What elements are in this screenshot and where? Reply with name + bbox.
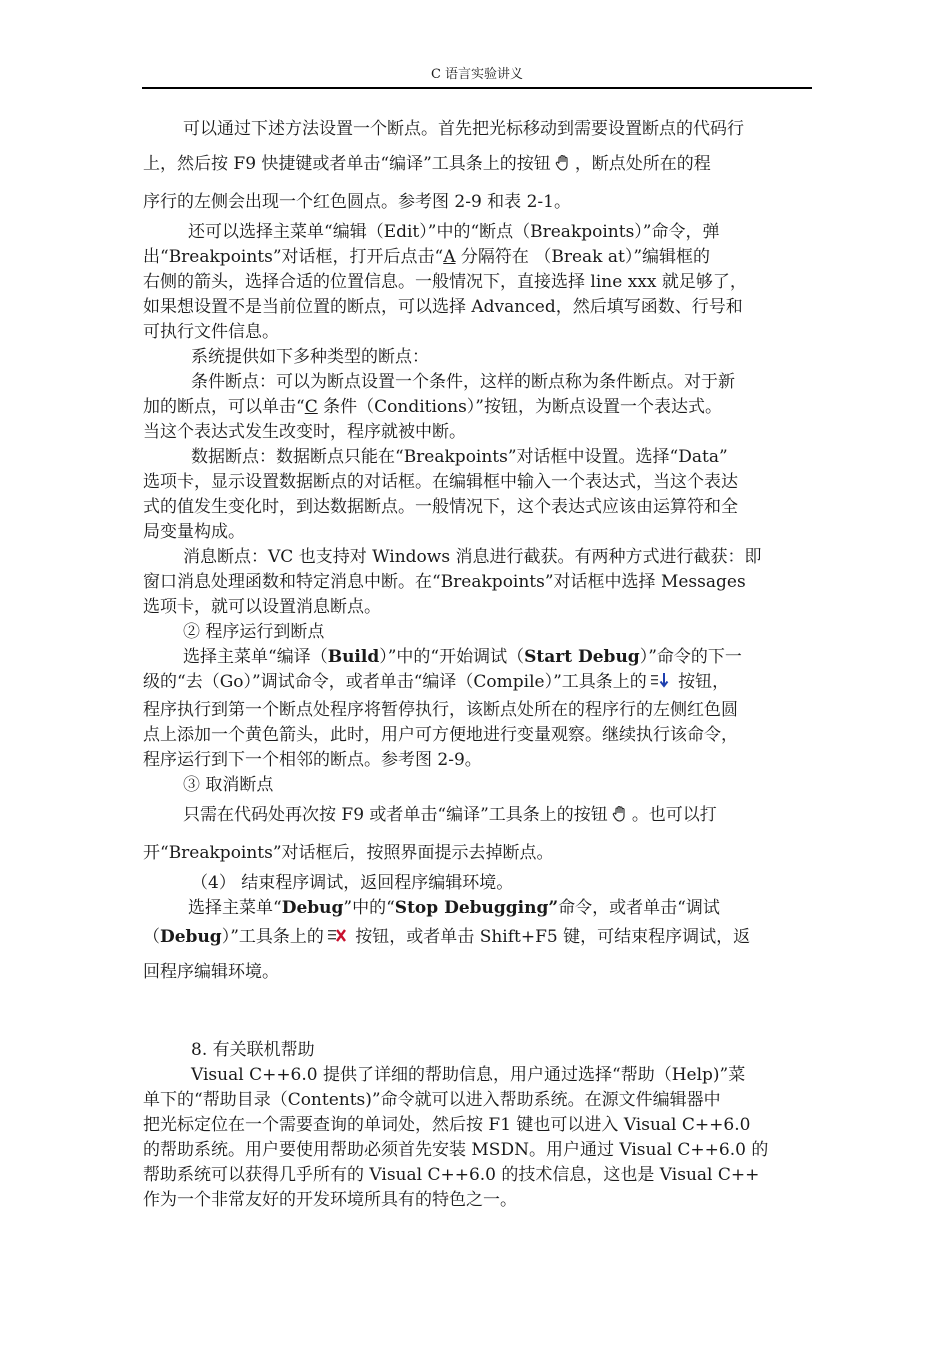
paragraph-edit-breakpoints: [143, 220, 813, 345]
page-header: C 语言实验讲义: [430, 67, 524, 82]
text-span: 加的断点，可以单击“: [143, 397, 305, 417]
paragraph-online-help: [143, 1063, 813, 1213]
text-line: 系统提供如下多种类型的断点：: [191, 347, 429, 367]
text-span: （: [143, 927, 160, 947]
text-line: 当这个表达式发生改变时，程序就被中断。: [143, 422, 466, 442]
text-line: 数据断点：数据断点只能在“Breakpoints”对话框中设置。选择“Data”: [191, 447, 728, 467]
text-line: 消息断点：VC 也支持对 Windows 消息进行截获。有两种方式进行截获：即: [183, 547, 762, 567]
text-line: [143, 896, 813, 921]
text-span: 选择主菜单“编译（: [183, 647, 328, 667]
text-line: （4） 结束程序调试，返回程序编辑环境。: [191, 873, 514, 893]
text-span: ）”命令的下一: [639, 647, 742, 667]
text-line: 选项卡，显示设置数据断点的对话框。在编辑框中输入一个表达式，当这个表达: [143, 472, 738, 492]
bold-term: Debug: [160, 927, 222, 947]
bold-term: Debug: [281, 898, 344, 918]
document-body: [143, 112, 813, 1213]
text-span: 分隔符在 （Break at）”编辑框的: [455, 247, 711, 267]
text-line: 8. 有关联机帮助: [191, 1040, 315, 1060]
underlined-accelerator: C: [304, 397, 318, 417]
text-line: 可执行文件信息。: [143, 322, 279, 342]
bold-term: Start Debug: [524, 647, 640, 667]
text-line: 帮助系统可以获得几乎所有的 Visual C++6.0 的技术信息，这也是 Visual C++: [143, 1165, 760, 1185]
text-line: 窗口消息处理函数和特定消息中断。在“Breakpoints”对话框中选择 Messages: [143, 572, 746, 592]
text-span: 出“Breakpoints”对话框，打开后点击“: [143, 247, 444, 267]
hand-breakpoint-icon: [554, 150, 572, 185]
text-line: Visual C++6.0 提供了详细的帮助信息，用户通过选择“帮助（Help)”菜: [191, 1065, 746, 1085]
text-span: 选择主菜单“: [188, 898, 282, 918]
text-line: [143, 670, 813, 698]
header-rule: [142, 87, 812, 89]
go-arrow-icon: [650, 672, 670, 698]
text-span: ）”中的“开始调试（: [379, 647, 525, 667]
text-line: ③ 取消断点: [183, 775, 274, 795]
text-line: [143, 147, 813, 185]
text-line: 还可以选择主菜单“编辑（Edit）”中的“断点（Breakpoints）”命令，弹: [188, 222, 720, 242]
text-span: 按钮，: [672, 672, 730, 692]
bold-term: Stop Debugging”: [394, 898, 559, 918]
text-line: 式的值发生变化时，到达数据断点。一般情况下，这个表达式应该由运算符和全: [143, 497, 738, 517]
text-line: 把光标定位在一个需要查询的单词处，然后按 F1 键也可以进入 Visual C++6.0: [143, 1115, 751, 1135]
text-line: 作为一个非常友好的开发环境所具有的特色之一。: [143, 1190, 517, 1210]
text-span: 级的“去（Go）”调试命令，或者单击“编译（Compile）”工具条上的: [143, 672, 647, 692]
paragraph-conditional-breakpoint: [143, 370, 813, 445]
text-line: 选项卡，就可以设置消息断点。: [143, 597, 381, 617]
text-span: ”中的“: [343, 898, 395, 918]
text-line: [143, 921, 813, 956]
subheading-end-debugging: [143, 871, 813, 896]
text-line: 回程序编辑环境。: [143, 962, 279, 982]
text-line: 序行的左侧会出现一个红色圆点。参考图 2-9 和表 2-1。: [143, 192, 571, 212]
text-span: 命令，或者单击“调试: [558, 898, 720, 918]
text-line: [143, 798, 813, 836]
text-line: ② 程序运行到断点: [183, 622, 325, 642]
paragraph-data-breakpoint: [143, 445, 813, 545]
text-line: 条件断点：可以为断点设置一个条件，这样的断点称为条件断点。对于新: [191, 372, 735, 392]
text-line: 单下的“帮助目录（Contents)”命令就可以进入帮助系统。在源文件编辑器中: [143, 1090, 721, 1110]
text-span: 。也可以打: [631, 805, 717, 825]
section-heading-online-help: [143, 1038, 813, 1063]
stop-debugging-icon: [327, 924, 347, 956]
text-span: 只需在代码处再次按 F9 或者单击“编译”工具条上的按钮: [183, 805, 608, 825]
text-line: 开“Breakpoints”对话框后，按照界面提示去掉断点。: [143, 843, 554, 863]
paragraph-breakpoint-types: [143, 345, 813, 370]
text-line: [143, 645, 813, 670]
text-line: [143, 395, 813, 420]
text-span: ，断点处所在的程: [574, 154, 711, 174]
text-line: 右侧的箭头，选择合适的位置信息。一般情况下，直接选择 line xxx 就足够了，: [143, 272, 747, 292]
paragraph-message-breakpoint: [143, 545, 813, 620]
text-span: 按钮，或者单击 Shift+F5 键，可结束程序调试，返: [349, 927, 751, 947]
text-line: 可以通过下述方法设置一个断点。首先把光标移动到需要设置断点的代码行: [183, 119, 744, 139]
underlined-accelerator: A: [443, 247, 456, 267]
text-line: 的帮助系统。用户要使用帮助必须首先安装 MSDN。用户通过 Visual C++6.0 的: [143, 1140, 769, 1160]
text-span: 条件（Conditions）”按钮，为断点设置一个表达式。: [317, 397, 722, 417]
paragraph-set-breakpoint: [143, 112, 813, 220]
hand-breakpoint-icon: [611, 801, 629, 836]
text-span: ）”工具条上的: [221, 927, 324, 947]
text-line: 局变量构成。: [143, 522, 245, 542]
text-line: [143, 245, 813, 270]
paragraph-remove-breakpoint: [143, 798, 813, 871]
text-line: 点上添加一个黄色箭头，此时，用户可方便地进行变量观察。继续执行该命令，: [143, 725, 738, 745]
text-span: 上，然后按 F9 快捷键或者单击“编译”工具条上的按钮: [143, 154, 551, 174]
paragraph-stop-debugging: [143, 896, 813, 988]
spacer: [143, 988, 813, 1038]
bold-term: Build: [327, 647, 380, 667]
text-line: 程序执行到第一个断点处程序将暂停执行，该断点处所在的程序行的左侧红色圆: [143, 700, 738, 720]
text-line: 程序运行到下一个相邻的断点。参考图 2-9。: [143, 750, 482, 770]
subheading-run-to-breakpoint: [143, 620, 813, 645]
text-line: 如果想设置不是当前位置的断点，可以选择 Advanced，然后填写函数、行号和: [143, 297, 743, 317]
paragraph-start-debug: [143, 645, 813, 773]
subheading-cancel-breakpoint: [143, 773, 813, 798]
